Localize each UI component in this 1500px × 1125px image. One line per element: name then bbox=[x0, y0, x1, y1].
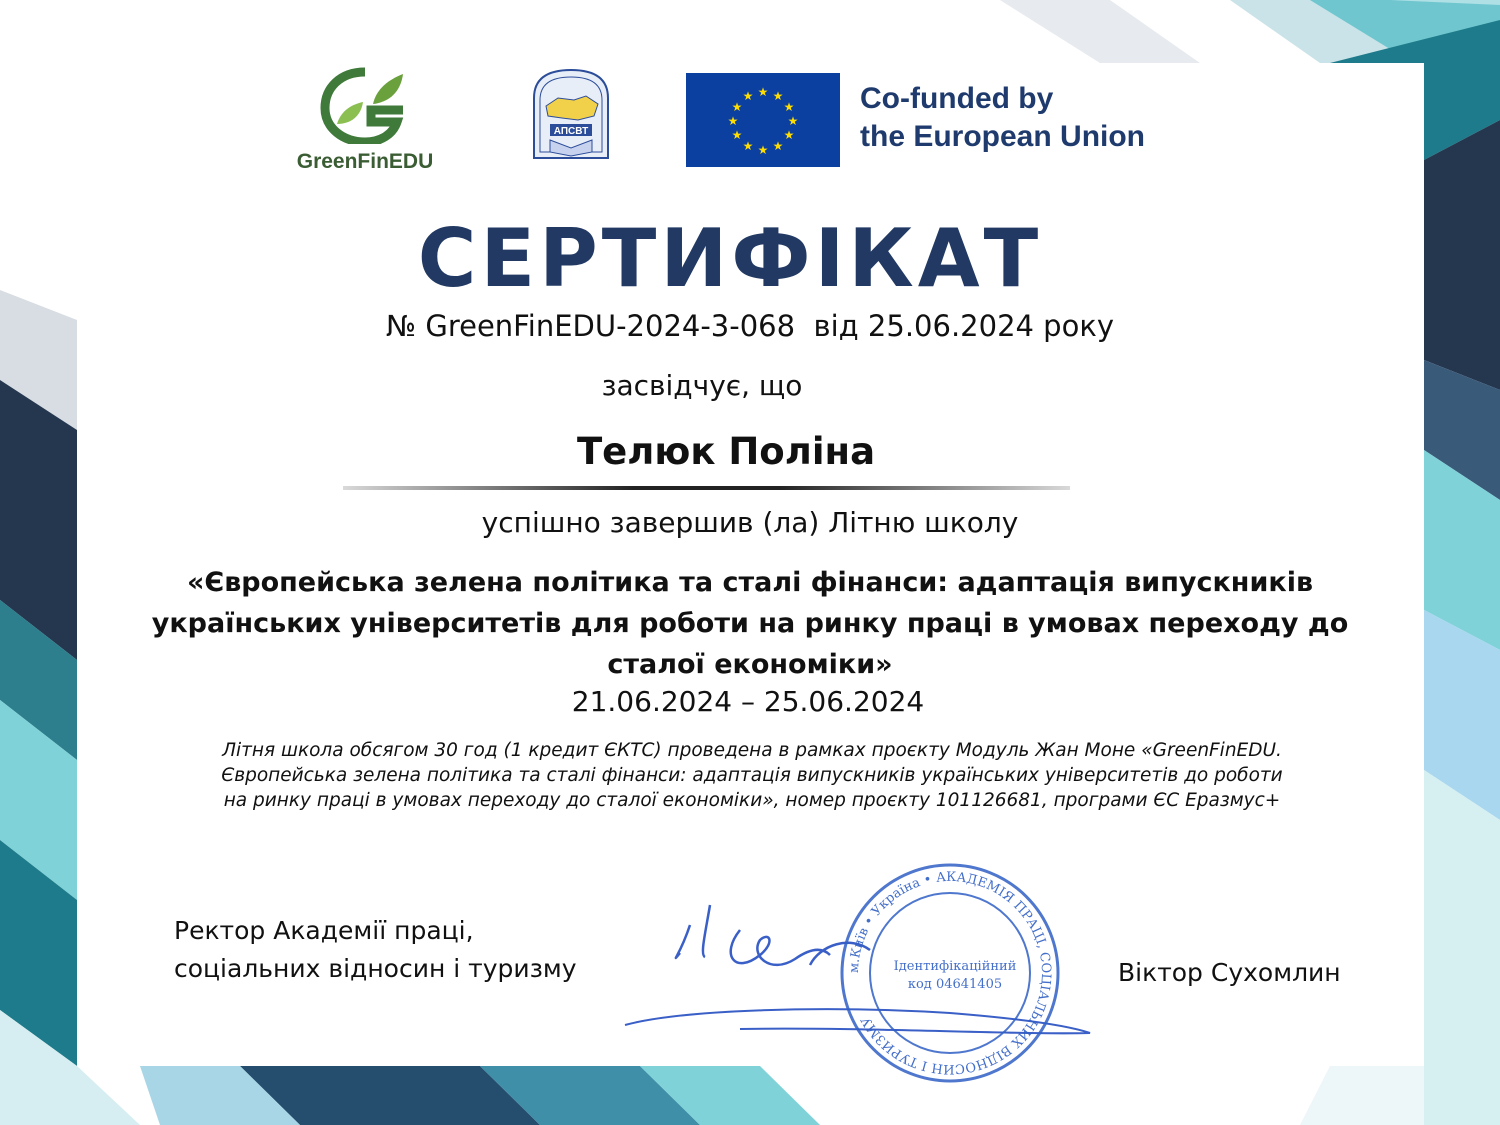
svg-text:★: ★ bbox=[731, 128, 743, 142]
svg-text:★: ★ bbox=[772, 139, 784, 153]
official-stamp bbox=[835, 858, 1065, 1088]
certificate-intro: засвідчує, що bbox=[601, 369, 803, 402]
stamp-inner-line1: Ідентифікаційний bbox=[893, 959, 1017, 974]
stamp-inner-line2: код 04641405 bbox=[907, 977, 1003, 992]
apsvt-emblem bbox=[528, 68, 614, 160]
svg-text:★: ★ bbox=[757, 143, 769, 157]
stamp-outer-text: м.Київ • Україна • АКАДЕМІЯ ПРАЦІ, СОЦІАЛЬНИХ ВІДНОСИН І ТУРИЗМУ bbox=[846, 869, 1054, 1077]
greenfinedu-logo-text: GreenFinEDU bbox=[296, 150, 434, 173]
signer-name: Віктор Сухомлин bbox=[1118, 958, 1341, 987]
greenfinedu-logo bbox=[285, 66, 445, 173]
eu-cofunded-text bbox=[860, 80, 1145, 156]
eu-flag bbox=[686, 73, 840, 167]
rector-title-line2: соціальних відносин і туризму bbox=[174, 954, 577, 983]
svg-text:★: ★ bbox=[783, 128, 795, 142]
apsvt-emblem-text: АПСВТ bbox=[553, 126, 589, 137]
svg-text:★: ★ bbox=[742, 89, 754, 103]
svg-text:★: ★ bbox=[772, 89, 784, 103]
certificate-number: № GreenFinEDU-2024-3-068 від 25.06.2024 року bbox=[385, 309, 1115, 343]
recipient-name: Телюк Поліна bbox=[576, 430, 876, 473]
rector-title-line1: Ректор Академії праці, bbox=[174, 916, 474, 945]
eu-text-line1: Co-funded by bbox=[860, 82, 1054, 115]
name-underline bbox=[343, 486, 1070, 490]
svg-text:★: ★ bbox=[731, 100, 743, 114]
rector-title bbox=[174, 912, 577, 988]
svg-text:★: ★ bbox=[783, 100, 795, 114]
course-dates: 21.06.2024 – 25.06.2024 bbox=[571, 685, 925, 718]
course-title-text: «Європейська зелена політика та сталі фінанси: адаптація випускників українських університетів для роботи на ринку праці в умовах переходу до сталої економіки» bbox=[151, 567, 1349, 680]
svg-text:★: ★ bbox=[742, 139, 754, 153]
course-title bbox=[0, 562, 1500, 685]
greenfinedu-leaf-icon bbox=[285, 66, 445, 144]
project-note bbox=[2, 738, 1500, 813]
eu-text-line2: the European Union bbox=[860, 120, 1145, 153]
certificate-title: СЕРТИФІКАТ bbox=[417, 212, 1043, 305]
svg-text:★: ★ bbox=[757, 85, 769, 99]
project-note-text: Літня школа обсягом 30 год (1 кредит ЄКТС) проведена в рамках проєкту Модуль Жан Моне «GreenFinEDU. Європейська зелена політика та сталі фінанси: адаптація випускників українських університетів до роботи на ринку праці в умовах переходу до сталої економіки», номер проєкту 101126681, програми ЄС Еразмус+ bbox=[221, 740, 1283, 811]
completion-text: успішно завершив (ла) Літню школу bbox=[481, 506, 1019, 539]
svg-text:★: ★ bbox=[727, 114, 739, 128]
svg-text:★: ★ bbox=[787, 114, 799, 128]
